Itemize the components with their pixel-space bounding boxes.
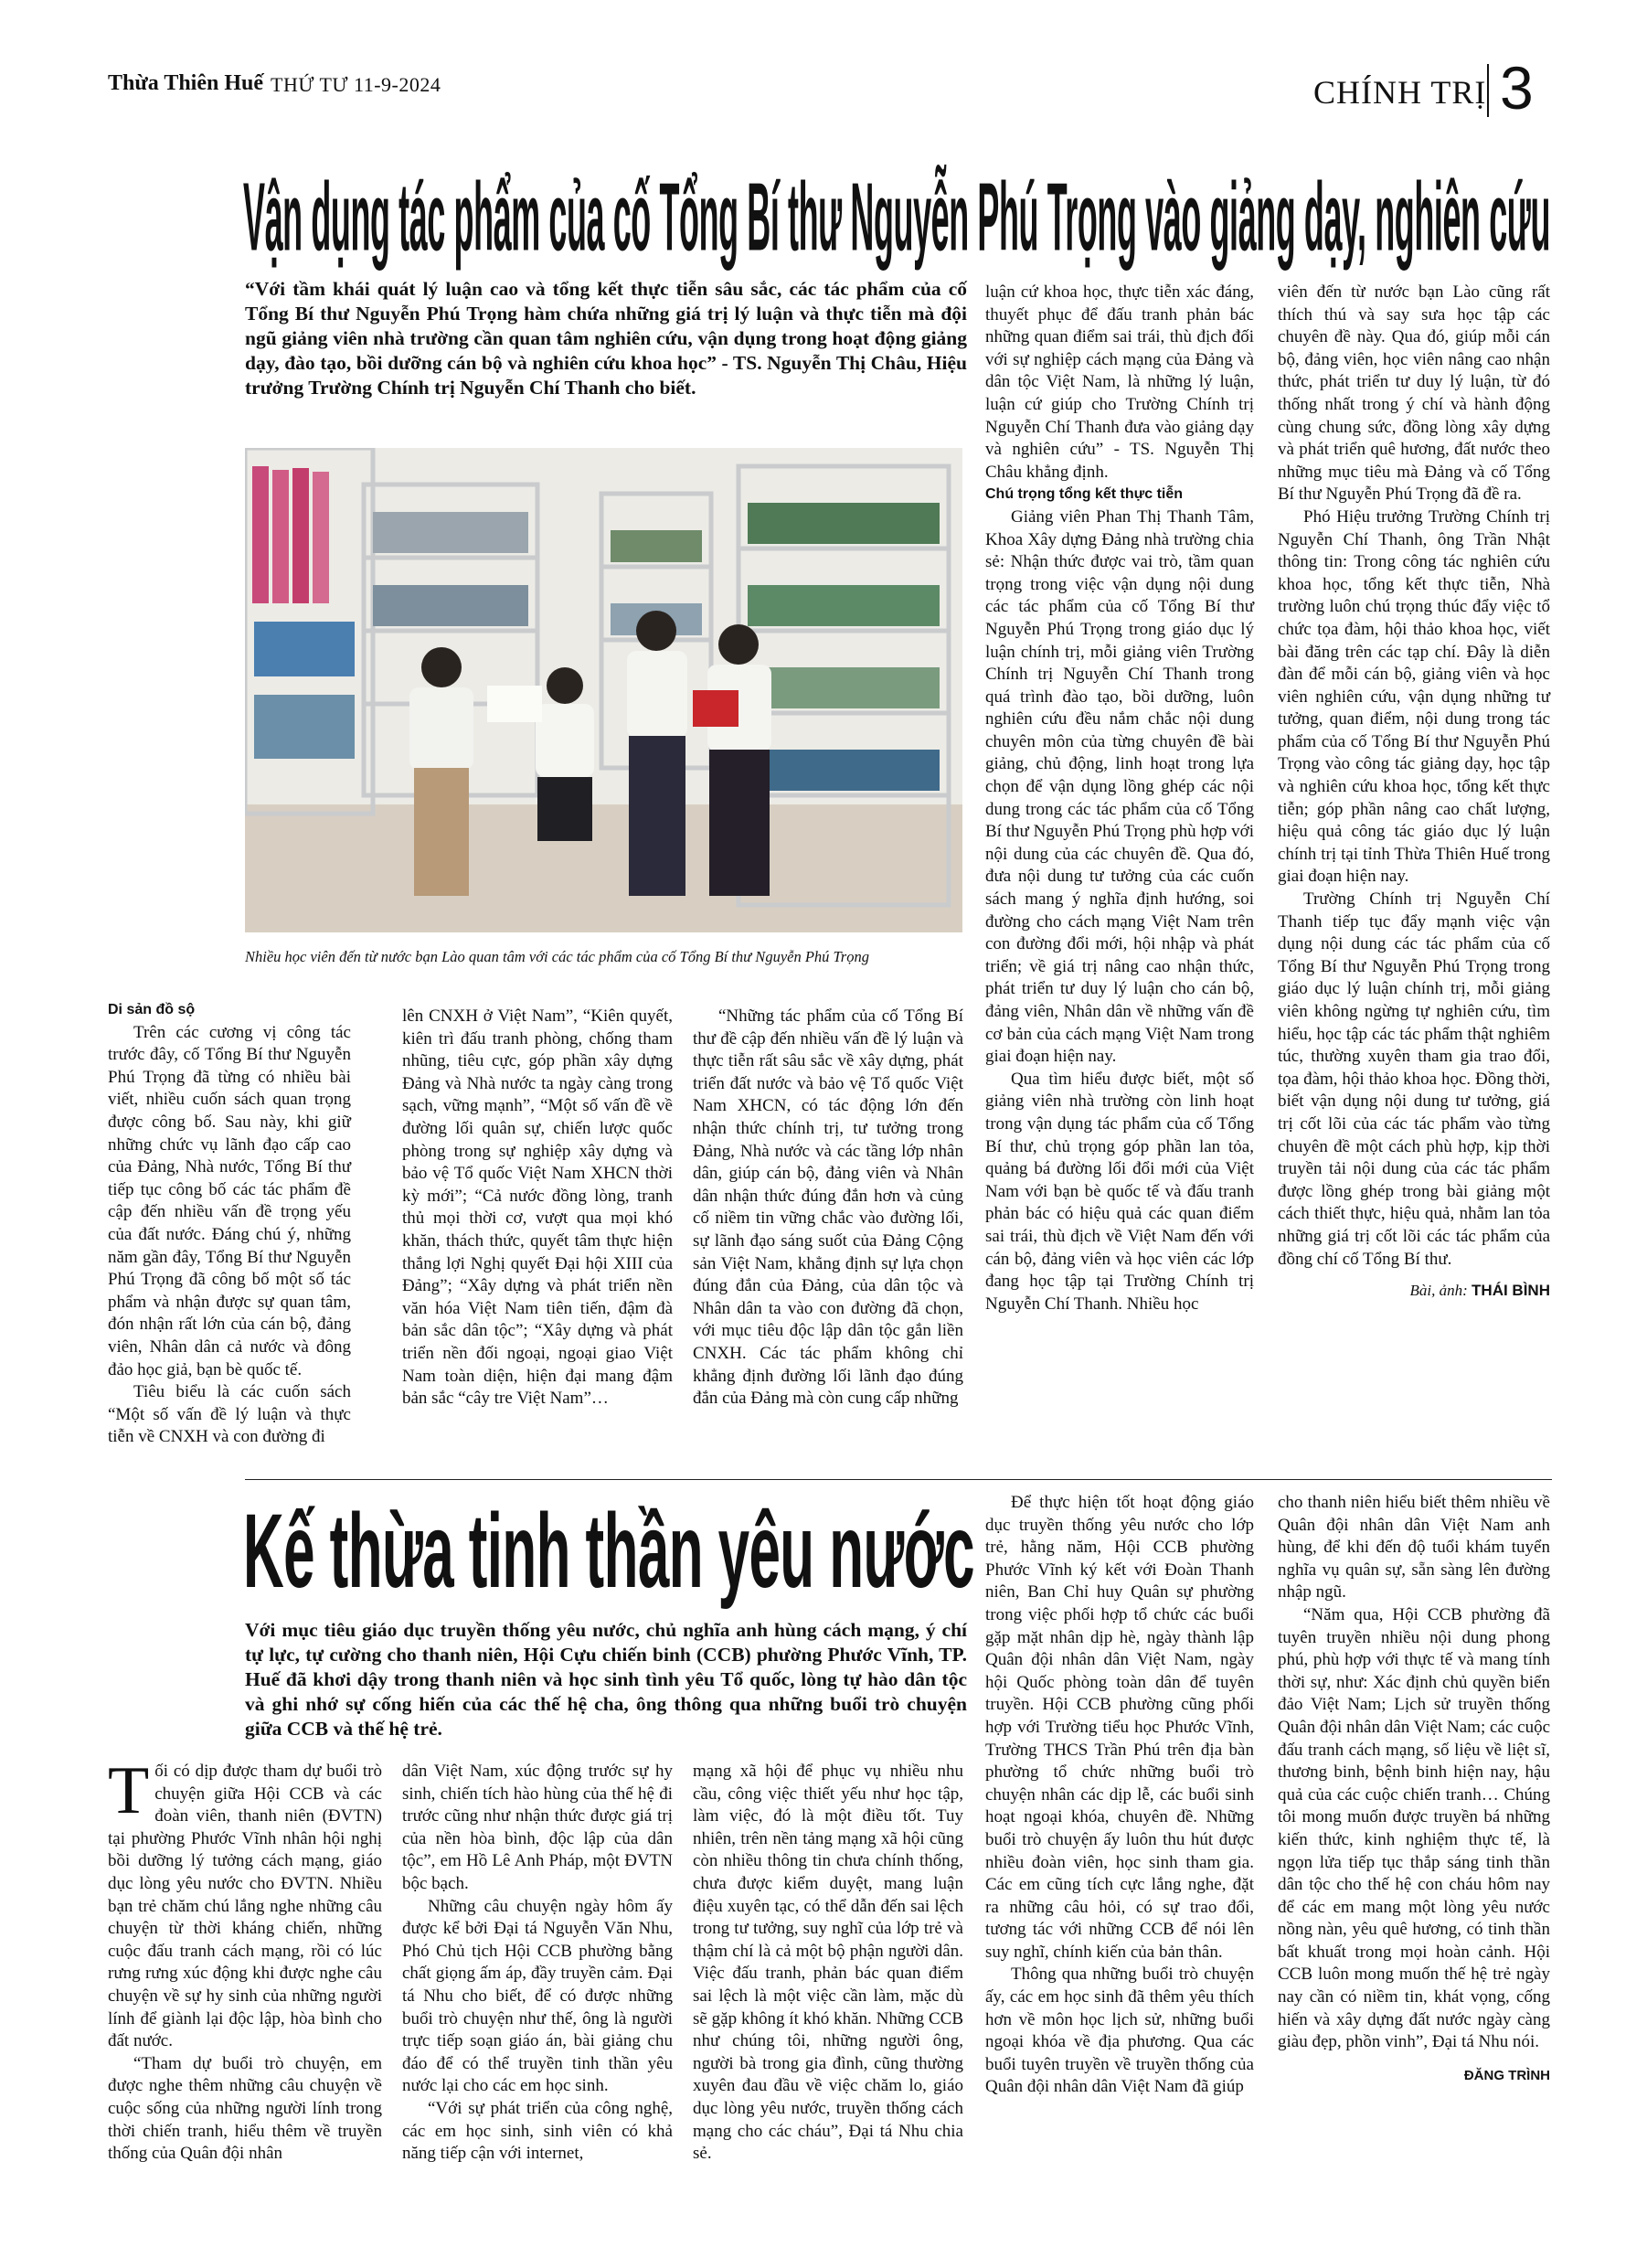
article1-author: THÁI BÌNH [1472,1282,1550,1300]
article1-paragraph: Qua tìm hiểu được biết, một số giảng viên nhà trường còn linh hoạt trong vận dụng tác phẩm của cố Tổng Bí thư, chủ trọng góp phần lan tỏa, quảng bá đường lối đổi mới của Việt Nam với bạn bè quốc tế và đấu tranh phản bác có hiệu quả các quan điểm sai trái, thù địch về Việt Nam đến với cán bộ, đảng viên và học viên các lớp đang học tập tại Trường Chính trị Nguyễn Chí Thanh. Nhiều học [985,1069,1254,1314]
article2-column-3 [693,1761,963,2166]
section-name: CHÍNH TRỊ [1313,74,1487,111]
article1-byline: Bài, ảnh: THÁI BÌNH [1409,1282,1550,1300]
article-divider [245,1479,1552,1480]
header-divider [1487,64,1489,117]
article1-paragraph: viên đến từ nước bạn Lào cũng rất thích thú và say sưa học tập các chuyên đề này. Qua đó, giúp mỗi cán bộ, đảng viên, học viên nâng cao nhận thức, phát triển tư duy lý luận, từ đó thống nhất trong ý chí và hành động cùng chung sức, đồng lòng xây dựng và phát triển quê hương, đất nước theo những mục tiêu mà Đảng và cố Tổng Bí thư Nguyễn Phú Trọng đã đề ra. [1278,282,1550,505]
article1-photo-caption: Nhiều học viên đến từ nước bạn Lào quan tâm với các tác phẩm của cố Tổng Bí thư Nguyễn Phú Trọng [245,948,869,965]
article2-column-1 [108,1753,382,2166]
article2-paragraph: Thông qua những buổi trò chuyện ấy, các em học sinh đã thêm yêu thích hơn về môn học lịch sử, những buổi ngoại khóa về địa phương. Qua các buổi tuyên truyền về truyền thống của Quân đội nhân dân Việt Nam đã giúp [985,1965,1254,2097]
article2-headline: Kế thừa tinh thần yêu nước [243,1492,974,1609]
article1-column-5 [1278,282,1550,1303]
article1-headline: Vận dụng tác phẩm của cố Tổng Bí thư Nguyễn Phú Trọng vào giảng dạy, nghiên cứu [243,164,1550,272]
article2-paragraph: “Tham dự buổi trò chuyện, em được nghe thêm những câu chuyện về cuộc sống của những người lính trong thời chiến tranh, hiểu thêm về truyền thống của Quân đội nhân [108,2053,382,2164]
page-number: 3 [1500,54,1534,122]
article1-column-1 [108,999,351,1449]
article1-paragraph: “Những tác phẩm của cố Tổng Bí thư đề cập đến nhiều vấn đề lý luận và thực tiễn rất sâu sắc về xây dựng, phát triển đất nước và bảo vệ Tổ quốc Việt Nam XHCN, có tác động lớn đến nhận thức chính trị, tư tưởng trong Đảng, Nhà nước và các tầng lớp nhân dân, giúp cán bộ, đảng viên và Nhân dân nhận thức đúng đắn hơn và củng cố niềm tin vững chắc vào đường lối, sự lãnh đạo sáng suốt của Đảng Cộng sản Việt Nam, khẳng định sự lựa chọn đúng đắn của Đảng, của dân tộc và Nhân dân ta vào con đường đã chọn, với mục tiêu độc lập dân tộc gắn liền CNXH. Các tác phẩm không chỉ khẳng định đường lối lãnh đạo đúng đắn của Đảng mà còn cung cấp những [693,1006,963,1409]
article2-paragraph: Những câu chuyện ngày hôm ấy được kể bởi Đại tá Nguyễn Văn Nhu, Phó Chủ tịch Hội CCB phường bằng chất giọng ấm áp, đầy truyền cảm. Đại tá Nhu cho biết, để có được những buổi trò chuyện như thế, ông là người trực tiếp soạn giáo án, bài giảng chu đáo để có thể truyền tinh thần yêu nước lại cho các em học sinh. [402,1896,673,2096]
article2-paragraph: Tối có dịp được tham dự buổi trò chuyện giữa Hội CCB và các đoàn viên, thanh niên (ĐVTN) tại phường Phước Vĩnh nhân hội nghị bồi dưỡng lý tưởng cách mạng, giáo dục lòng yêu nước cho ĐVTN. Nhiều bạn trẻ chăm chú lắng nghe những câu chuyện từ thời kháng chiến, những cuộc đấu tranh cách mạng, rồi có lúc rưng rưng xúc động khi được nghe câu chuyện về sự hy sinh của những người lính để giành lại độc lập, hòa bình cho đất nước. [108,1753,382,2051]
article2-column-5 [1278,1492,1550,2087]
article1-lead: “Với tầm khái quát lý luận cao và tổng kết thực tiễn sâu sắc, các tác phẩm của cố Tổng Bí thư Nguyễn Phú Trọng hàm chứa những giá trị lý luận và thực tiễn mà đội ngũ giảng viên nhà trường cần quan tâm nghiên cứu, vận dụng trong hoạt động giảng dạy, đào tạo, bồi dưỡng cán bộ và nghiên cứu khoa học” - TS. Nguyễn Thị Châu, Hiệu trưởng Trường Chính trị Nguyễn Chí Thanh cho biết. [245,278,967,399]
article2-paragraph: “Với sự phát triển của công nghệ, các em học sinh, sinh viên có khả năng tiếp cận với internet, [402,2098,673,2164]
article1-column-2 [402,1006,673,1411]
article1-subhead-1: Di sản đồ sộ [108,1002,196,1017]
article1-photo [245,448,962,932]
article1-subhead-2: Chú trọng tổng kết thực tiễn [985,486,1184,503]
article1-paragraph: luận cứ khoa học, thực tiễn xác đáng, thuyết phục để đấu tranh phản bác những quan điểm sai trái, thù địch đối với sự nghiệp cách mạng của Đảng và dân tộc Việt Nam, là những lý luận, luận cứ giúp cho Trường Chính trị Nguyễn Chí Thanh đưa vào giảng dạy và nghiên cứu” - TS. Nguyễn Thị Châu khẳng định. [985,282,1254,482]
article1-paragraph: Tiêu biểu là các cuốn sách “Một số vấn đề lý luận và thực tiễn về CNXH và con đường đi [108,1382,351,1447]
drop-cap: T [108,1753,150,1828]
article2-paragraph: mạng xã hội để phục vụ nhiều nhu cầu, công việc thiết yếu như học tập, làm việc, đó là một điều tốt. Tuy nhiên, trên nền tảng mạng xã hội cũng còn nhiều thông tin chưa chính thống, chưa được kiểm duyệt, mang luận điệu xuyên tạc, có thể dẫn đến sai lệch trong tư tưởng, suy nghĩ của lớp trẻ và thậm chí là cả một bộ phận người dân. Việc đấu tranh, phản bác quan điểm sai lệch là một việc cần làm, mặc dù sẽ gặp không ít khó khăn. Những CCB như chúng tôi, những người ông, người bà trong gia đình, cũng thường xuyên đau đầu về việc chăm lo, giáo dục lòng yêu nước, truyền thống cách mạng cho các cháu”, Đại tá Nhu chia sẻ. [693,1762,963,2164]
article2-column-2 [402,1761,673,2166]
article1-paragraph: Phó Hiệu trưởng Trường Chính trị Nguyễn Chí Thanh, ông Trần Nhật thông tin: Trong công tác nghiên cứu khoa học, tổng kết thực tiễn, Nhà trường luôn chú trọng thúc đẩy việc tổ chức tọa đàm, hội thảo khoa học, viết bài đăng trên các tạp chí. Đây là diễn đàn để mỗi cán bộ, giảng viên và học viên nghiên cứu, vận dụng những tư tưởng, quan điểm, nội dung trong tác phẩm của cố Tổng Bí thư Nguyễn Phú Trọng vào công tác giảng dạy, học tập và nghiên cứu khoa học, tổng kết thực tiễn; góp phần nâng cao chất lượng, hiệu quả công tác giáo dục lý luận chính trị tại tỉnh Thừa Thiên Huế trong giai đoạn hiện nay. [1278,506,1550,887]
article2-paragraph: “Năm qua, Hội CCB phường đã tuyên truyền nhiều nội dung phong phú, phù hợp với thực tế và mang tính thời sự, như: Xác định chủ quyền biển đảo Việt Nam; Lịch sử truyền thống Quân đội nhân dân Việt Nam; các cuộc đấu tranh cách mạng, số liệu về liệt sĩ, thương binh, bệnh binh hiện nay, hậu quả của các cuộc chiến tranh… Chúng tôi mong muốn được truyền bá những kiến thức, kinh nghiệm thực tế, là ngọn lửa tiếp tục thắp sáng tinh thần dân tộc cho thế hệ con cháu hôm nay để các em mang một lòng yêu nước nồng nàn, yêu quê hương, có tinh thần bất khuất trong mọi hoàn cảnh. Hội CCB luôn mong muốn thế hệ trẻ ngày nay cần có niềm tin, khát vọng, cống hiến và xây dựng đất nước ngày càng giàu đẹp, phồn vinh”, Đại tá Nhu nói. [1278,1604,1550,2052]
article2-paragraph: dân Việt Nam, xúc động trước sự hy sinh, chiến tích hào hùng của thế hệ đi trước cũng như nhận thức được giá trị của nền hòa bình, độc lập của dân tộc”, em Hồ Lê Anh Pháp, một ĐVTN bộc bạch. [402,1762,673,1893]
article1-paragraph: lên CNXH ở Việt Nam”, “Kiên quyết, kiên trì đấu tranh phòng, chống tham nhũng, tiêu cực, góp phần xây dựng Đảng và Nhà nước ta ngày càng trong sạch, vững mạnh”, “Một số vấn đề về đường lối quân sự, chiến lược quốc phòng trong sự nghiệp xây dựng và bảo vệ Tổ quốc Việt Nam XHCN thời kỳ mới”; “Cả nước đồng lòng, tranh thủ mọi thời cơ, vượt qua mọi khó khăn, thách thức, quyết tâm thực hiện thắng lợi Nghị quyết Đại hội XIII của Đảng”; “Xây dựng và phát triển nền văn hóa Việt Nam tiên tiến, đậm đà bản sắc dân tộc”; “Xây dựng và phát triển nền đối ngoại, ngoại giao Việt Nam toàn diện, hiện đại mang đậm bản sắc “cây tre Việt Nam”… [402,1006,673,1409]
article1-paragraph: Trường Chính trị Nguyễn Chí Thanh tiếp tục đẩy mạnh việc vận dụng nội dung các tác phẩm của cố Tổng Bí thư Nguyễn Phú Trọng trong giáo dục lý luận chính trị, mỗi giảng viên không ngừng tự nghiên cứu, tìm hiểu, học tập các tác phẩm thật nghiêm túc, thường xuyên tham gia trao đổi, tọa đàm, hội thảo khoa học. Đồng thời, biết vận dụng nội dung tư tưởng, giá trị cốt lõi của các tác phẩm vào từng chuyên đề một cách phù hợp, kịp thời truyền tải nội dung của các tác phẩm được lồng ghép trong bài giảng một cách thiết thực, hiệu quả, nhằm lan tỏa những giá trị cốt lõi các tác phẩm của đồng chí cố Tổng Bí thư. [1278,889,1550,1269]
article2-column-4 [985,1492,1254,2099]
article2-paragraph: Để thực hiện tốt hoạt động giáo dục truyền thống yêu nước cho lớp trẻ, hằng năm, Hội CCB phường Phước Vĩnh ký kết với Đoàn Thanh niên, Ban Chỉ huy Quân sự phường trong việc phối hợp tổ chức các buổi gặp mặt nhân dịp hè, ngày thành lập Quân đội nhân dân Việt Nam, ngày hội Quốc phòng toàn dân để tuyên truyền. Hội CCB phường cũng phối hợp với Trường tiểu học Phước Vĩnh, Trường THCS Trần Phú trên địa bàn phường tổ chức những buổi trò chuyện nhân các dịp lễ, các buổi sinh hoạt ngoại khóa, chuyên đề. Những buổi trò chuyện ấy luôn thu hút được nhiều đoàn viên, học sinh tham gia. Các em cũng tích cực lắng nghe, đặt ra những câu hỏi, có sự trao đổi, tương tác với những CCB để nói lên suy nghĩ, chính kiến của bản thân. [985,1493,1254,1962]
issue-date: THỨ TƯ 11-9-2024 [271,73,441,96]
article2-author: ĐĂNG TRÌNH [1463,2067,1550,2083]
article1-paragraph: Giảng viên Phan Thị Thanh Tâm, Khoa Xây dựng Đảng nhà trường chia sẻ: Nhận thức được vai trò, tầm quan trọng trong việc vận dụng nội dung các tác phẩm của cố Tổng Bí thư Nguyễn Phú Trọng trong giáo dục lý luận chính trị, mỗi giảng viên Trường Chính trị Nguyễn Chí Thanh trong quá trình đào tạo, bồi dưỡng, luôn nghiên cứu đều nắm chắc nội dung chuyên môn của từng chuyên đề bài giảng, chủ động, linh hoạt trong lựa chọn để vận dụng lồng ghép các nội dung trong các tác phẩm của cố Tổng Bí thư Nguyễn Phú Trọng phù hợp với nội dung của các chuyên đề. Qua đó, đưa nội dung tư tưởng của các cuốn sách mang ý nghĩa định hướng, soi đường cho cách mạng Việt Nam trên con đường đổi mới, hội nhập và phát triển; về giá trị nâng cao nhận thức, phát triển tư duy lý luận cho cán bộ, đảng viên, Nhân dân về những vấn đề cơ bản của cách mạng Việt Nam trong giai đoạn hiện nay. [985,506,1254,1067]
article1-paragraph: Trên các cương vị công tác trước đây, cố Tổng Bí thư Nguyễn Phú Trọng đã từng có nhiều bài viết, nhiều cuốn sách quan trọng được công bố. Sau này, khi giữ những chức vụ lãnh đạo cấp cao của Đảng, Nhà nước, Tổng Bí thư tiếp tục công bố các tác phẩm đề cập đến nhiều vấn đề trọng yếu của đất nước. Đáng chú ý, những năm gần đây, Tổng Bí thư Nguyễn Phú Trọng đã công bố một số tác phẩm và nhận được sự quan tâm, đón nhận rất lớn của cán bộ, đảng viên, Nhân dân cả nước và đông đảo học giả, bạn bè quốc tế. [108,1022,351,1379]
article2-paragraph: cho thanh niên hiểu biết thêm nhiều về Quân đội nhân dân Việt Nam anh hùng, để khi đến độ tuổi khám tuyển nghĩa vụ quân sự, sẵn sàng lên đường nhập ngũ. [1278,1493,1550,1603]
publication-name: Thừa Thiên Huế [108,71,264,95]
article1-column-4 [985,282,1254,1315]
article2-lead: Với mục tiêu giáo dục truyền thống yêu nước, chủ nghĩa anh hùng cách mạng, ý chí tự lực, tự cường cho thanh niên, Hội Cựu chiến binh (CCB) phường Phước Vĩnh, TP. Huế đã khơi dậy trong thanh niên và học sinh tình yêu Tổ quốc, lòng tự hào dân tộc và ghi nhớ sự cống hiến của các thế hệ cha, ông thông qua những buổi trò chuyện giữa CCB và thế hệ trẻ. [245,1619,967,1740]
article1-column-3 [693,1006,963,1411]
